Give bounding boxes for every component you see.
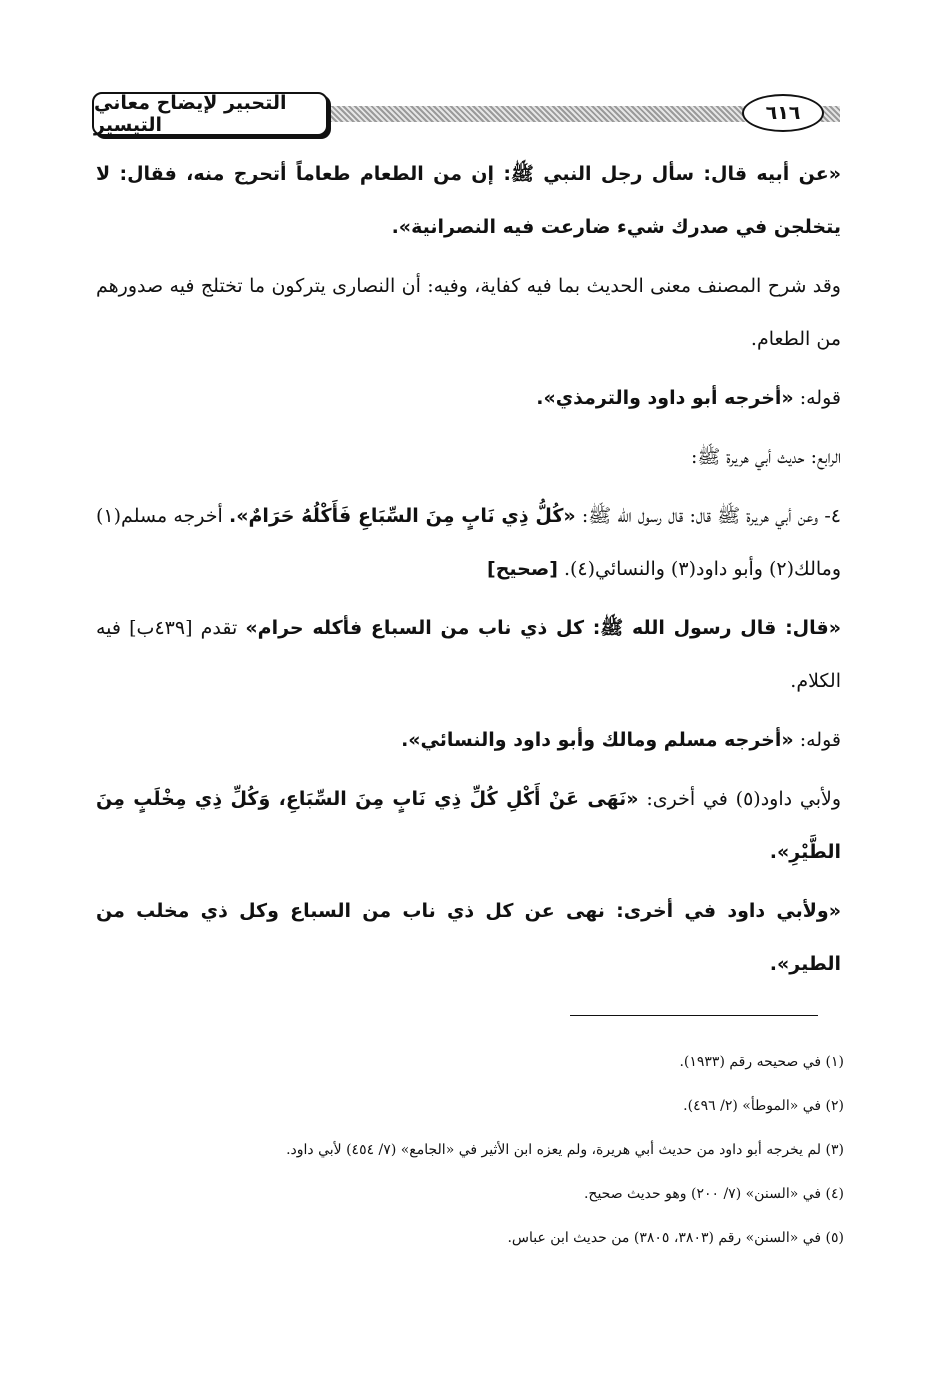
footnote: (١) في صحيحه رقم (١٩٣٣).	[679, 1054, 844, 1070]
hadith-grade: [صحيح]	[487, 558, 558, 580]
page-header	[92, 92, 840, 140]
explanation-quote: «قال: قال رسول الله ﷺ: كل ذي ناب من السباع فأكله حرام»	[245, 617, 841, 639]
hadith-text: «كُلُّ ذِي نَابٍ مِنَ السِّبَاعِ فَأَكْلُهُ حَرَامٌ».	[229, 505, 576, 527]
book-title: التحبير لإيضاح معاني التيسير	[92, 92, 328, 136]
paragraph-hadith-4	[96, 490, 841, 596]
quote-text-2: «أخرجه مسلم ومالك وأبو داود والنسائي».	[401, 729, 794, 751]
footnote-separator	[570, 1015, 818, 1016]
hadith-takhrij: أخرجه مسلم(١) ومالك(٢) وأبو داود(٣) والنسائي(٤).	[96, 505, 841, 580]
paragraph-explanation	[96, 602, 841, 708]
paragraph-section-heading: الرابع: حديث أبي هريرة ﷺ:	[690, 446, 841, 468]
paragraph-commentary: وقد شرح المصنف معنى الحديث بما فيه كفاية، وفيه: أن النصارى يتركون ما تختلج فيه صدورهم من الطعام.	[96, 275, 841, 350]
quote-text: «أخرجه أبو داود والترمذي».	[536, 387, 794, 409]
paragraph-takhrij-note	[96, 372, 841, 425]
footnote: (٥) في «السنن» رقم (٣٨٠٣، ٣٨٠٥) من حديث ابن عباس.	[507, 1230, 844, 1246]
narration-intro: ولأبي داود(٥) في أخرى:	[646, 788, 842, 810]
footnote: (٢) في «الموطأ» (٢/ ٤٩٦).	[683, 1098, 844, 1114]
explanation-rest: تقدم [٤٣٩ب] فيه الكلام.	[96, 617, 841, 692]
paragraph-other-narration-quote: «ولأبي داود في أخرى: نهى عن كل ذي ناب من السباع وكل ذي مخلب من الطير».	[96, 900, 841, 975]
paragraph-takhrij-note-2	[96, 714, 841, 767]
footnote: (٣) لم يخرجه أبو داود من حديث أبي هريرة، ولم يعزه ابن الأثير في «الجامع» (٧/ ٤٥٤) لأبي داود.	[286, 1142, 844, 1158]
paragraph-other-narration	[96, 773, 841, 879]
narration-text: «نَهَى عَنْ أَكْلِ كُلِّ ذِي نَابٍ مِنَ السِّبَاعِ، وَكُلِّ ذِي مِخْلَبٍ مِنَ الطَّيْرِ».	[96, 788, 841, 863]
paragraph-hadith-quote: «عن أبيه قال: سأل رجل النبي ﷺ: إن من الطعام طعاماً أتحرج منه، فقال: لا يتخلجن في صدرك شيء ضارعت فيه النصرانية».	[96, 163, 841, 238]
main-text	[96, 148, 841, 997]
quote-label-2: قوله:	[799, 729, 841, 751]
page-number: ٦١٦	[742, 94, 824, 132]
hadith-intro: ٤- وعن أبي هريرة ﷺ قال: قال رسول الله ﷺ:	[581, 505, 842, 527]
footnote: (٤) في «السنن» (٧/ ٢٠٠) وهو حديث صحيح.	[583, 1186, 844, 1202]
quote-label: قوله:	[799, 387, 841, 409]
footnotes	[150, 1040, 844, 1260]
